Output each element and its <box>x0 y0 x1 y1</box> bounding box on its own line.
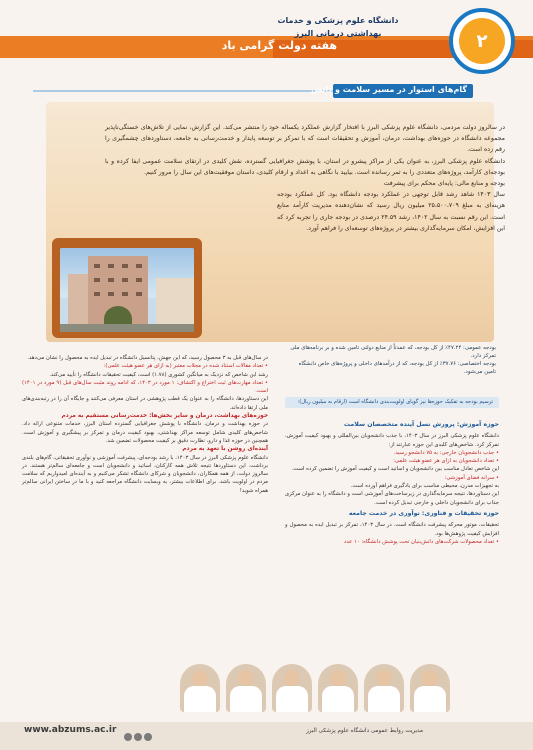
portrait-head <box>422 670 438 686</box>
left-paragraph-3: این دستاوردها، دانشگاه را به عنوان یک قطب پژوهشی در استان معرفی می‌کنند و جایگاه آن را در رتبه‌بندی‌های ملی ارتقا داده‌اند. <box>22 396 268 411</box>
left-paragraph-2: رشد این شاخص که نزدیک به میانگین کشوری (۱.۷۸) است، کیفیت تحقیقات دانشگاه را تأیید می‌کند. <box>49 371 268 378</box>
left-heading-2: آینده‌ای روشن با تعهد به مردم <box>182 446 268 453</box>
photo-window <box>122 292 128 296</box>
right-heading-2: حوزه تحقیقات و فناوری: نوآوری در خدمت جامعه <box>348 509 499 517</box>
portrait-body <box>276 686 308 712</box>
right-paragraph-4: این دستاوردها، نتیجه سرمایه‌گذاری در زیرساخت‌های آموزشی است و دانشگاه را به عنوان مرکزی جذاب برای دانشجویان داخلی و خارجی تبدیل کرده است. <box>285 491 499 506</box>
intro-paragraph-1: در سالروز دولت مردمی، دانشگاه علوم پزشکی البرز با افتخار گزارش عملکرد یکساله خود را منتشر می‌کند. این گزارش، نمایی از تلاش‌های خستگی‌ناپذیر مجموعه دانشگاه در حوزه‌های بهداشت، درمان، آموزش و تحقیقات است که با تمرکز بر توسعه پایدار و خدمت‌رسانی به جامعه، دستاوردهای چشمگیری را رقم زده است. <box>105 124 505 154</box>
budget-breakdown-strip: ترسیم بودجه به تفکیک حوزه‌ها نیز گویای اولویت‌بندی دانشگاه است (ارقام به میلیون ریال): <box>285 397 499 408</box>
photo-window <box>94 264 100 268</box>
portrait-head <box>330 670 346 686</box>
university-line-2: بهداشتی درمانی البرز <box>294 29 382 38</box>
photo-building-right <box>156 278 194 326</box>
footer-credit: مدیریت روابط عمومی دانشگاه علوم پزشکی البرز <box>306 728 423 734</box>
photo-window <box>108 292 114 296</box>
photo-window <box>108 264 114 268</box>
left-bullet-2: • تعداد مهارت‌های ثبت اختراع و اکتشاف: ۱ مورد در ۱۴۰۳، که ادامه روند مثبت سال‌های قبل (۹ مورد در ۱۴۰۱) است. <box>22 379 269 395</box>
portrait <box>410 664 450 712</box>
right-paragraph-1: دانشگاه علوم پزشکی البرز در سال ۱۴۰۳، با جذب دانشجویان بین‌المللی و بهبود کیفیت آموزش، تمرکز کرد. شاخص‌های کلیدی این حوزه عبارتند از: <box>285 433 499 448</box>
portrait <box>226 664 266 712</box>
photo-window <box>108 278 114 282</box>
left-heading-1: حوزه‌های بهداشت، درمان و سایر بخش‌ها: خدمت‌رسانی مستقیم به مردم <box>61 413 268 420</box>
right-paragraph-2: این شاخص تعادل مناسب بین دانشجویان و اساتید است و کیفیت آموزش را تضمین کرده است. <box>291 466 499 473</box>
budget-general: بودجه عمومی: ۴۷.۲۴٪ از کل بودجه، که عمدتاً از منابع دولتی تامین شده و بر برنامه‌های ملی تمرکز دارد. <box>290 345 496 359</box>
right-paragraph-3: به تجهیزات مدرن، محیطی مناسب برای یادگیری فراهم آورده است. <box>350 483 499 490</box>
right-bullet-4: • تعداد محصولات شرکت‌های دانش‌بنیان تحت پوشش دانشگاه: ۱۰ عدد <box>343 538 499 545</box>
website-link[interactable]: www.abzums.ac.ir <box>24 725 117 735</box>
social-icons <box>112 726 152 736</box>
photo-window <box>136 292 142 296</box>
portrait <box>272 664 312 712</box>
photo-window <box>94 278 100 282</box>
section-bar <box>33 84 473 98</box>
portrait <box>180 664 220 712</box>
social-icon[interactable] <box>144 733 152 741</box>
right-column <box>285 418 499 658</box>
header-title: هفته دولت گرامی باد <box>221 39 337 52</box>
portrait <box>364 664 404 712</box>
budget-dedicated: بودجه اختصاصی: ۳۷.۷۶٪ از کل بودجه، که از درآمدهای داخلی و پروژه‌های خاص دانشگاه تامین می‌شود. <box>298 361 496 375</box>
portrait-body <box>184 686 216 712</box>
portrait-head <box>284 670 300 686</box>
portrait-body <box>368 686 400 712</box>
building-photo <box>60 248 194 332</box>
right-bullet-3: • سرانه فضای آموزشی: <box>444 474 499 481</box>
portrait-body <box>414 686 446 712</box>
right-bullet-1: • جذب دانشجویان خارجی: به ۷۵ دانشجو رسید. <box>393 449 499 456</box>
photo-window <box>122 278 128 282</box>
portrait-head <box>376 670 392 686</box>
left-bullet-1: • تعداد مقالات استناد شده در مجلات معتبر (به ازای هر عضو هیئت علمی): <box>103 363 268 370</box>
logo-emblem: ۲ <box>459 18 505 64</box>
left-paragraph-4: در حوزه بهداشت و درمان، دانشگاه با پوشش جغرافیایی گسترده استان البرز، خدمات متنوعی ارائه داد. شاخص‌های کلیدی شامل توسعه مراکز بهداشتی، بهبود کیفیت درمان و تمرکز بر پیشگیری و آموزش است. همچنین در حوزه غذا و دارو، نظارت دقیق بر کیفیت محصولات تضمین شد. <box>22 421 268 444</box>
left-paragraph-1: در سال‌های قبل به ۳ محصول رسید، که این جهش، پتانسیل دانشگاه در تبدیل ایده به محصول را نشان می‌دهد. <box>27 355 268 361</box>
portrait-head <box>238 670 254 686</box>
intro-paragraph-2: دانشگاه علوم پزشکی البرز، به عنوان یکی از مراکز پیشرو در استان، با پوشش جغرافیایی گسترده، نقش کلیدی در ارتقای سلامت عمومی ایفا کرده و با بودجه‌ای کارآمد، پروژه‌های متعددی را به ثمر رسانده است. بیایید با نگاهی به اعداد و ارقام کلیدی، داستان موفقیت‌های این سال را مرور کنیم. <box>105 157 505 176</box>
university-line-1: دانشگاه علوم پزشکی و خدمات <box>277 16 399 25</box>
right-bullet-2: • تعداد دانشجویان به ازای هر عضو هیئت علمی: <box>393 458 499 465</box>
intro-paragraph-3: بودجه و منابع مالی: پایه‌ای محکم برای پیشرفت <box>383 180 505 188</box>
social-icon[interactable] <box>134 733 142 741</box>
budget-summary <box>286 344 496 386</box>
portrait <box>318 664 358 712</box>
intro-text <box>105 122 505 234</box>
right-paragraph-5: تحقیقات، موتور محرکه پیشرفت دانشگاه است. در سال ۱۴۰۳، تمرکز بر تبدیل ایده به محصول و افزایش کیفیت پژوهش‌ها بود. <box>285 522 499 537</box>
photo-window <box>136 278 142 282</box>
photo-window <box>94 292 100 296</box>
section-title: گام‌های استوار در مسیر سلامت و دانش <box>311 85 467 94</box>
right-heading-1: حوزه آموزش: پرورش نسل آینده متخصصان سلامت <box>343 421 499 428</box>
photo-window <box>122 264 128 268</box>
intro-paragraph-4: سال ۱۴۰۳ شاهد رشد قابل توجهی در عملکرد بودجه دانشگاه بود. کل عملکرد بودجه هزینه‌ای به مبلغ ۲۵،۵۰۰،۷۰۹ میلیون ریال رسید که نشان‌دهنده مدیریت کارآمد منابع است. این رقم نسبت به سال ۱۴۰۲، رشد ۲۴.۵۹ درصدی در بودجه جاری را تجربه کرد که این افزایش، امکان سرمایه‌گذاری بیشتر در پروژه‌های توسعه‌ای را فراهم آورد. <box>277 191 505 232</box>
photo-window <box>136 264 142 268</box>
portrait-body <box>230 686 262 712</box>
portrait-head <box>192 670 208 686</box>
portrait-body <box>322 686 354 712</box>
social-icon[interactable] <box>124 733 132 741</box>
photo-ground <box>60 324 194 332</box>
left-column <box>22 354 268 654</box>
left-paragraph-5: دانشگاه علوم پزشکی البرز در سال ۱۴۰۳، با رشد بودجه‌ای، پیشرفت آموزشی و نوآوری تحقیقاتی، گام‌های بلندی برداشت. این دستاوردها نتیجه تلاش همه کارکنان، اساتید و دانشجویان است و جامعه‌ای سالم‌تر هستند. در سالروز دولت، از همه همکاران، دانشجویان و شرکای دانشگاه تشکر می‌کنیم و به آینده‌ای امیدواریم که سلامت مردم در اولویت باشد. برای اطلاعات بیشتر، به وبسایت دانشگاه مراجعه کنید و با ما در ساختن ایرانی سالم‌تر همراه شوید! <box>22 454 268 494</box>
footer <box>0 722 533 750</box>
portrait-row <box>180 660 480 712</box>
university-logo <box>449 8 515 74</box>
university-name <box>243 14 433 40</box>
header <box>0 6 533 78</box>
